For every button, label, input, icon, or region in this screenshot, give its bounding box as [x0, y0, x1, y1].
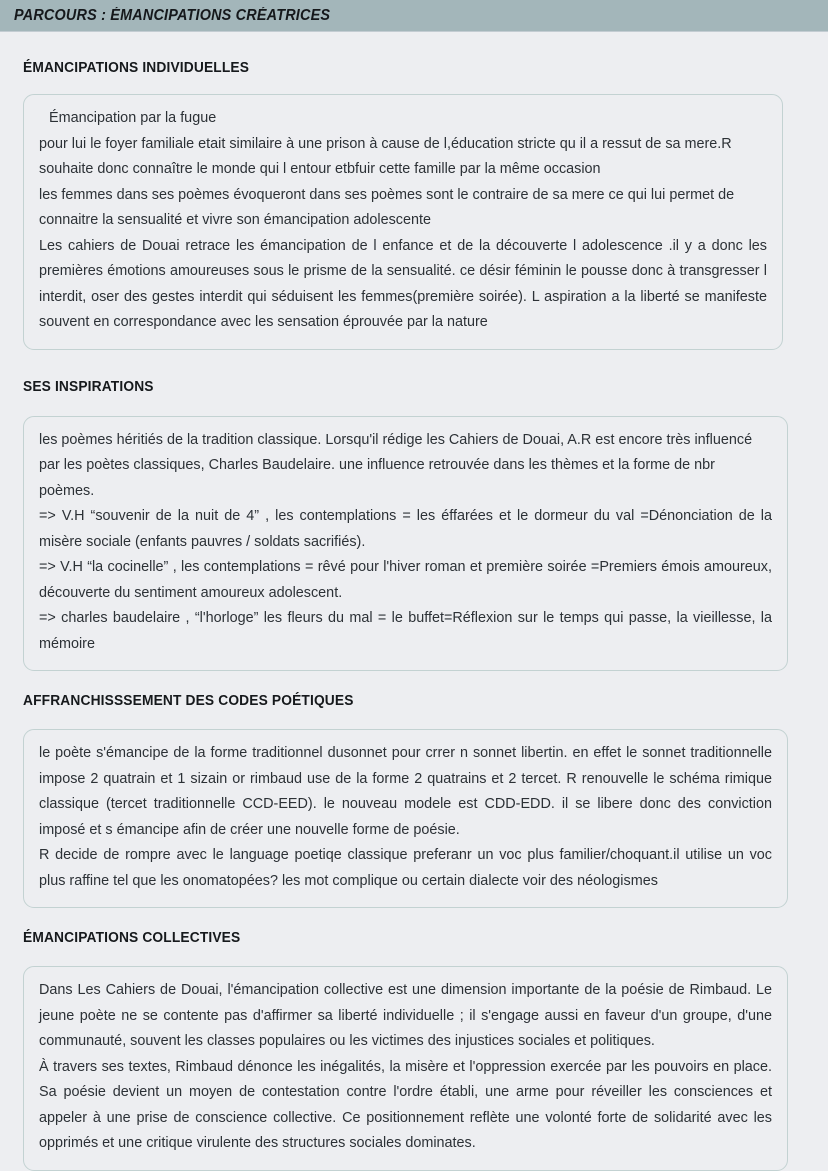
- paragraph: pour lui le foyer familiale etait similaire à une prison à cause de l,éducation stricte qu il a ressut de sa mere.R souhaite donc connaître le monde qui l entour etbfuir cette famille par la même occasion: [39, 135, 732, 177]
- paragraph: => V.H “la cocinelle” , les contemplations = rêvé pour l'hiver roman et première soirée =Premiers émois amoureux, découverte du sentiment amoureux adolescent.: [39, 559, 772, 601]
- paragraph: Les cahiers de Douai retrace les émancipation de l enfance et de la découverte l adolescence .il y a donc les premières émotions amoureuses sous le prisme de la sensualité. ce désir féminin le pousse donc à transgresser l interdit, oser des gestes interdit qui séduisent les femmes(première soirée). L aspiration a la liberté se manifeste souvent en correspondance avec les sensation éprouvée par la nature: [39, 237, 767, 330]
- card-emancipations-collectives: [23, 966, 788, 1171]
- banner-title: PARCOURS : ÉMANCIPATIONS CRÉATRICES: [14, 6, 331, 24]
- card-affranchissement-des-codes-poetiques: [23, 729, 788, 908]
- paragraph: le poète s'émancipe de la forme traditionnel dusonnet pour crrer n sonnet libertin. en effet le sonnet traditionnelle impose 2 quatrain et 1 sizain or rimbaud use de la forme 2 quatrains et 2 tercet. R renouvelle le schéma rimique classique (tercet traditionnelle CCD-EED). le nouveau modele est CDD-EDD. il se libere donc des conviction imposé et s émancipe afin de créer une nouvelle forme de poésie.: [39, 745, 772, 838]
- paragraph: les femmes dans ses poèmes évoqueront dans ses poèmes sont le contraire de sa mere ce qui lui permet de connaitre la sensualité et vivre son émancipation adolescente: [39, 186, 735, 228]
- card-ses-inspirations: [23, 416, 788, 672]
- paragraph: R decide de rompre avec le language poetiqe classique preferanr un voc plus familier/choquant.il utilise un voc plus raffine tel que les onomatopées? les mot complique ou certain dialecte voir des néologismes: [39, 847, 772, 889]
- paragraph: À travers ses textes, Rimbaud dénonce les inégalités, la misère et l'oppression exercée par les pouvoirs en place. Sa poésie devient un moyen de contestation contre l'ordre établi, une arme pour réveiller les consciences et appeler à une prise de conscience collective. Ce positionnement reflète une volonté forte de solidarité avec les opprimés et une critique virulente des structures sociales dominates.: [39, 1058, 772, 1151]
- paragraph: les poèmes héritiés de la tradition classique. Lorsqu'il rédige les Cahiers de Douai, A.R est encore très influencé par les poètes classiques, Charles Baudelaire. une influence retrouvée dans les thèmes et la forme de nbr poèmes.: [39, 431, 753, 499]
- section-heading-ses-inspirations: SES INSPIRATIONS: [23, 378, 154, 395]
- paragraph: Émancipation par la fugue: [49, 110, 217, 126]
- section-heading-affranchissement-des-codes-poetiques: AFFRANCHISSSEMENT DES CODES POÉTIQUES: [23, 693, 354, 709]
- section-heading-emancipations-collectives: ÉMANCIPATIONS COLLECTIVES: [23, 930, 241, 946]
- document-content: [0, 60, 828, 1171]
- paragraph: => charles baudelaire , “l'horloge” les fleurs du mal = le buffet=Réflexion sur le temps qui passe, la vieillesse, la mémoire: [39, 610, 772, 652]
- paragraph: => V.H “souvenir de la nuit de 4” , les contemplations = les éffarées et le dormeur du val =Dénonciation de la misère sociale (enfants pauvres / soldats sacrifiés).: [39, 508, 772, 550]
- document-banner: [0, 0, 828, 32]
- section-heading-emancipations-individuelles: ÉMANCIPATIONS INDIVIDUELLES: [23, 60, 250, 76]
- paragraph: Dans Les Cahiers de Douai, l'émancipation collective est une dimension importante de la poésie de Rimbaud. Le jeune poète ne se contente pas d'affirmer sa liberté individuelle ; il s'engage aussi en faveur d'un groupe, d'une communauté, souvent les classes populaires ou les victimes des injustices sociales et politiques.: [39, 982, 772, 1049]
- card-emancipations-individuelles: [23, 94, 783, 350]
